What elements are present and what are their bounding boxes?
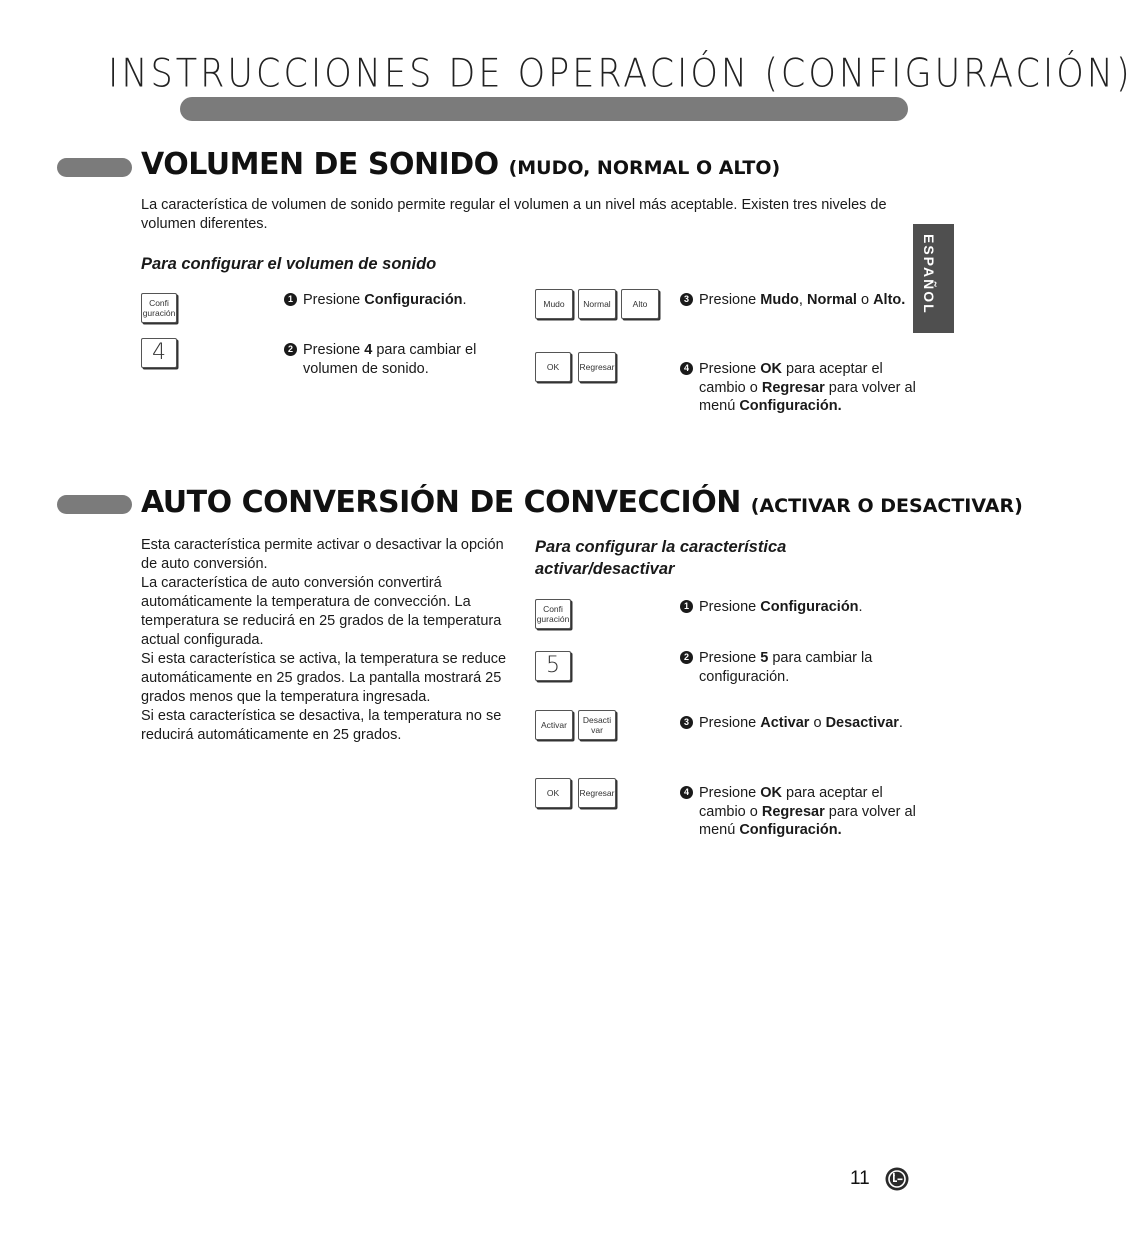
config-key: [141, 293, 177, 323]
step-number: 3: [680, 293, 693, 306]
regresar-key: Regresar: [578, 352, 616, 382]
section-title-convection-sub: (ACTIVAR O DESACTIVAR): [750, 495, 1023, 517]
ok-key: OK: [535, 778, 571, 808]
convection-subhead-line1: Para configurar la característica: [535, 538, 787, 556]
convection-step-3: 3 Presione Activar o Desactivar.: [680, 714, 939, 733]
alto-key: Alto: [621, 289, 659, 319]
step-number: 4: [680, 362, 693, 375]
step-number: 1: [284, 293, 297, 306]
section-title-volume-sub: (MUDO, NORMAL O ALTO): [508, 157, 781, 179]
convection-step-2: 2 Presione 5 para cambiar la configuración.: [680, 649, 909, 686]
volume-step-2: 2 Presione 4 para cambiar el volumen de sonido.: [284, 341, 513, 378]
section-title-volume: [141, 147, 780, 182]
language-tab: [913, 224, 954, 333]
mudo-key: Mudo: [535, 289, 573, 319]
language-tab-label: ESPAÑOL: [921, 234, 937, 315]
step-number: 1: [680, 600, 693, 613]
desactivar-key-line2: var: [591, 725, 603, 735]
convection-step-4: 4 Presione OK para aceptar el cambio o Regresar para volver al menú Configuración.: [680, 784, 929, 840]
convection-subhead-line2: activar/desactivar: [535, 560, 675, 578]
config-key-line2: guración: [142, 308, 176, 318]
digit-5-key: 5: [535, 651, 571, 681]
section-pill-convection: [57, 495, 132, 514]
step-number: 3: [680, 716, 693, 729]
section-title-convection: [141, 485, 1023, 520]
volume-step-3: 3 Presione Mudo, Normal o Alto.: [680, 291, 939, 310]
convection-paragraph-2: La característica de auto conversión convertirá automáticamente la temperatura de convección. La temperatura se reducirá en 25 grados de la temperatura actual configurada.: [141, 575, 502, 648]
section-title-convection-main: AUTO CONVERSIÓN DE CONVECCIÓN: [141, 485, 741, 520]
regresar-key: Regresar: [578, 778, 616, 808]
step-number: 2: [284, 343, 297, 356]
config-key-line1: Confi: [149, 298, 169, 308]
desactivar-key-line1: Desacti: [582, 715, 612, 725]
convection-paragraph-4: Si esta característica se desactiva, la temperatura no se reducirá automáticamente en 25 grados.: [141, 708, 502, 743]
activar-key: Activar: [535, 710, 573, 740]
desactivar-key: [578, 710, 616, 740]
normal-key: Normal: [578, 289, 616, 319]
volume-step-1: 1 Presione Configuración.: [284, 291, 523, 310]
config-key: [535, 599, 571, 629]
lg-logo-icon: [885, 1167, 909, 1191]
title-bar: [180, 97, 908, 121]
volume-intro: La característica de volumen de sonido permite regular el volumen a un nivel más aceptable. Existen tres niveles de volumen diferentes.: [141, 197, 887, 232]
page-title: INSTRUCCIONES DE OPERACIÓN (CONFIGURACIÓN): [108, 52, 1133, 97]
config-key-line2: guración: [536, 614, 570, 624]
convection-body: [141, 536, 516, 745]
convection-step-1: 1 Presione Configuración.: [680, 598, 929, 617]
config-key-line1: Confi: [543, 604, 563, 614]
step-number: 4: [680, 786, 693, 799]
convection-paragraph-1: Esta característica permite activar o desactivar la opción de auto conversión.: [141, 537, 504, 572]
volume-subhead: Para configurar el volumen de sonido: [141, 255, 437, 273]
section-pill-volume: [57, 158, 132, 177]
digit-4-key: 4: [141, 338, 177, 368]
convection-subhead: [535, 536, 786, 580]
ok-key: OK: [535, 352, 571, 382]
volume-step-4: 4 Presione OK para aceptar el cambio o Regresar para volver al menú Configuración.: [680, 360, 929, 416]
step-number: 2: [680, 651, 693, 664]
page-number: 11: [850, 1168, 870, 1189]
convection-paragraph-3: Si esta característica se activa, la temperatura se reduce automáticamente en 25 grados. La pantalla mostrará 25 grados menos que la temperatura ingresada.: [141, 651, 507, 705]
section-title-volume-main: VOLUMEN DE SONIDO: [141, 147, 499, 182]
